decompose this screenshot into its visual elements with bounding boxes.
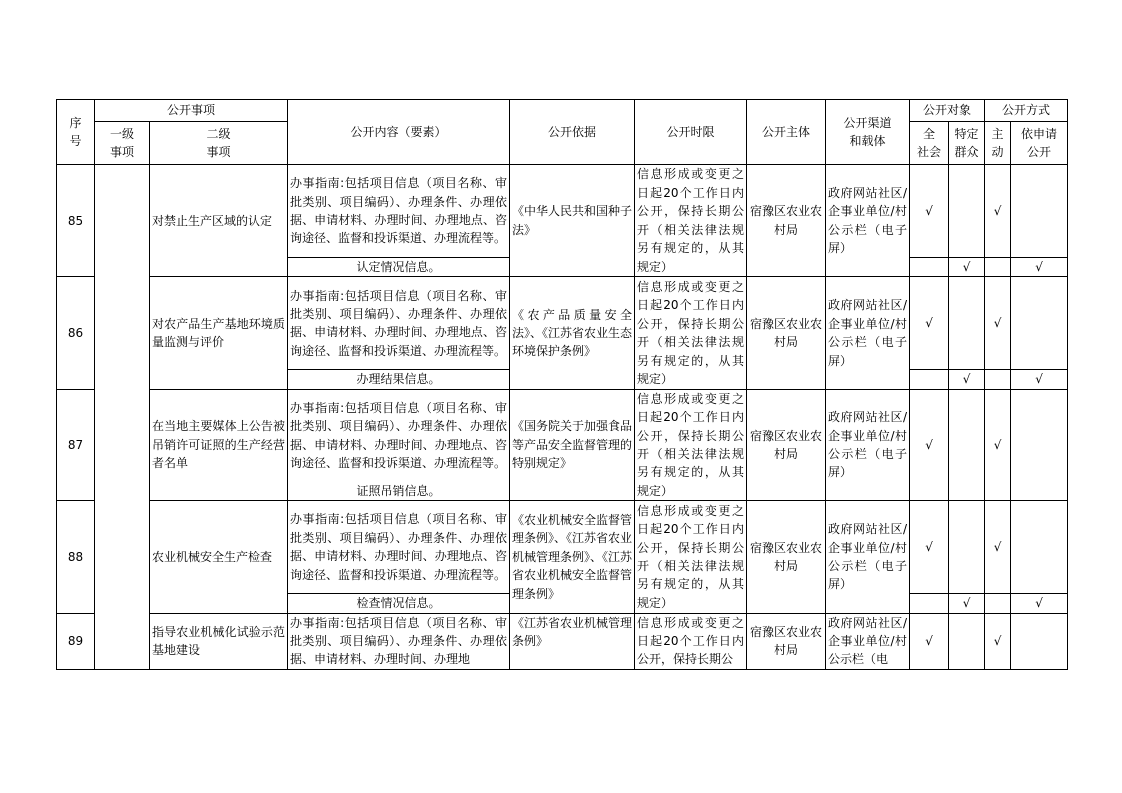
check-specific: √ (949, 258, 985, 277)
check-active: √ (985, 165, 1011, 258)
check-all-society (910, 370, 949, 389)
time-cell: 信息形成或变更之日起20个工作日内公开，保持长期公开（相关法律法规另有规定的，从其规定） (635, 277, 747, 389)
check-specific (949, 501, 985, 594)
level2-item: 对禁止生产区域的认定 (150, 165, 288, 277)
channel-cell: 政府网站社区/企事业单位/村公示栏（电子屏） (826, 277, 910, 389)
basis-cell: 《江苏省农业机械管理条例》 (510, 613, 635, 669)
subject-cell: 宿豫区农业农村局 (747, 389, 826, 500)
check-active: √ (985, 277, 1011, 370)
row-number: 86 (57, 277, 95, 389)
header-seq: 序 号 (57, 100, 95, 165)
header-target: 公开对象 (910, 100, 985, 122)
check-specific: √ (949, 370, 985, 389)
level2-item: 在当地主要媒体上公告被吊销许可证照的生产经营者名单 (150, 389, 288, 500)
content-cell: 办事指南:包括项目信息（项目名称、审批类别、项目编码）、办理条件、办理依据、申请材料、办理时间、办理地点、咨询途径、监督和投诉渠道、办理流程等。 (288, 501, 510, 594)
check-all-society (910, 594, 949, 613)
header-method-active: 主 动 (985, 122, 1011, 165)
check-active (985, 370, 1011, 389)
subject-cell: 宿豫区农业农村局 (747, 501, 826, 613)
content-cell: 办事指南:包括项目信息（项目名称、审批类别、项目编码）、办理条件、办理依据、申请材料、办理时间、办理地点、咨询途径、监督和投诉渠道、办理流程等。 (288, 389, 510, 482)
content-cell: 办事指南:包括项目信息（项目名称、审批类别、项目编码）、办理条件、办理依据、申请材料、办理时间、办理地点、咨询途径、监督和投诉渠道、办理流程等。 (288, 277, 510, 370)
content-cell: 办事指南:包括项目信息（项目名称、审批类别、项目编码）、办理条件、办理依据、申请材料、办理时间、办理地 (288, 613, 510, 669)
level2-item: 指导农业机械化试验示范基地建设 (150, 613, 288, 669)
channel-cell: 政府网站社区/企事业单位/村公示栏（电子屏） (826, 389, 910, 500)
subject-cell: 宿豫区农业农村局 (747, 277, 826, 389)
channel-cell: 政府网站社区/企事业单位/村公示栏（电子屏） (826, 501, 910, 613)
sub-content-cell: 认定情况信息。 (288, 258, 510, 277)
header-matter: 公开事项 (95, 100, 288, 122)
basis-cell: 《农业机械安全监督管理条例》、《江苏省农业机械管理条例》、《江苏省农业机械安全监督管理条例》 (510, 501, 635, 613)
check-specific (949, 277, 985, 370)
check-specific (949, 613, 985, 669)
check-active: √ (985, 613, 1011, 669)
time-cell: 信息形成或变更之日起20个工作日内公开，保持长期公开（相关法律法规另有规定的，从其规定） (635, 501, 747, 613)
channel-cell: 政府网站社区/企事业单位/村公示栏（电 (826, 613, 910, 669)
row-number: 87 (57, 389, 95, 500)
time-cell: 信息形成或变更之日起20个工作日内公开，保持长期公 (635, 613, 747, 669)
table-row (57, 389, 1068, 482)
check-specific (949, 165, 985, 258)
subject-cell: 宿豫区农业农村局 (747, 165, 826, 277)
basis-cell: 《国务院关于加强食品等产品安全监督管理的特别规定》 (510, 389, 635, 500)
level2-item: 对农产品生产基地环境质量监测与评价 (150, 277, 288, 389)
content-cell: 办事指南:包括项目信息（项目名称、审批类别、项目编码）、办理条件、办理依据、申请材料、办理时间、办理地点、咨询途径、监督和投诉渠道、办理流程等。 (288, 165, 510, 258)
sub-content-cell: 办理结果信息。 (288, 370, 510, 389)
check-all-society: √ (910, 277, 949, 370)
check-request (1011, 613, 1068, 669)
row-number: 88 (57, 501, 95, 613)
check-active (985, 594, 1011, 613)
check-all-society: √ (910, 165, 949, 258)
table-row (57, 501, 1068, 594)
row-number: 89 (57, 613, 95, 669)
header-method: 公开方式 (985, 100, 1068, 122)
check-request (1011, 277, 1068, 370)
check-active: √ (985, 389, 1011, 500)
check-all-society: √ (910, 501, 949, 594)
check-active (985, 258, 1011, 277)
header-time: 公开时限 (635, 100, 747, 165)
header-target-all: 全 社会 (910, 122, 949, 165)
header-level1: 一级 事项 (95, 122, 150, 165)
time-cell: 信息形成或变更之日起20个工作日内公开，保持长期公开（相关法律法规另有规定的，从其规定） (635, 165, 747, 277)
header-subject: 公开主体 (747, 100, 826, 165)
table-row (57, 277, 1068, 370)
header-method-request: 依申请 公开 (1011, 122, 1068, 165)
check-specific (949, 389, 985, 500)
check-all-society: √ (910, 389, 949, 500)
time-cell: 信息形成或变更之日起20个工作日内公开，保持长期公开（相关法律法规另有规定的，从其规定） (635, 389, 747, 500)
header-level2: 二级 事项 (150, 122, 288, 165)
sub-content-cell: 检查情况信息。 (288, 594, 510, 613)
check-request (1011, 389, 1068, 500)
channel-cell: 政府网站社区/企事业单位/村公示栏（电子屏） (826, 165, 910, 277)
check-request (1011, 501, 1068, 594)
sub-content-cell: 证照吊销信息。 (288, 482, 510, 501)
check-all-society: √ (910, 613, 949, 669)
subject-cell: 宿豫区农业农村局 (747, 613, 826, 669)
check-request: √ (1011, 594, 1068, 613)
check-request: √ (1011, 258, 1068, 277)
basis-cell: 《农产品质量安全法》、《江苏省农业生态环境保护条例》 (510, 277, 635, 389)
header-target-specific: 特定 群众 (949, 122, 985, 165)
table-row (57, 165, 1068, 258)
header-basis: 公开依据 (510, 100, 635, 165)
table-row (57, 613, 1068, 669)
check-all-society (910, 258, 949, 277)
header-channel: 公开渠道 和载体 (826, 100, 910, 165)
check-request (1011, 165, 1068, 258)
level2-item: 农业机械安全生产检查 (150, 501, 288, 613)
check-active: √ (985, 501, 1011, 594)
disclosure-table (56, 99, 1068, 670)
level1-cell (95, 165, 150, 670)
check-specific: √ (949, 594, 985, 613)
row-number: 85 (57, 165, 95, 277)
basis-cell: 《中华人民共和国种子法》 (510, 165, 635, 277)
header-content: 公开内容（要素） (288, 100, 510, 165)
check-request: √ (1011, 370, 1068, 389)
